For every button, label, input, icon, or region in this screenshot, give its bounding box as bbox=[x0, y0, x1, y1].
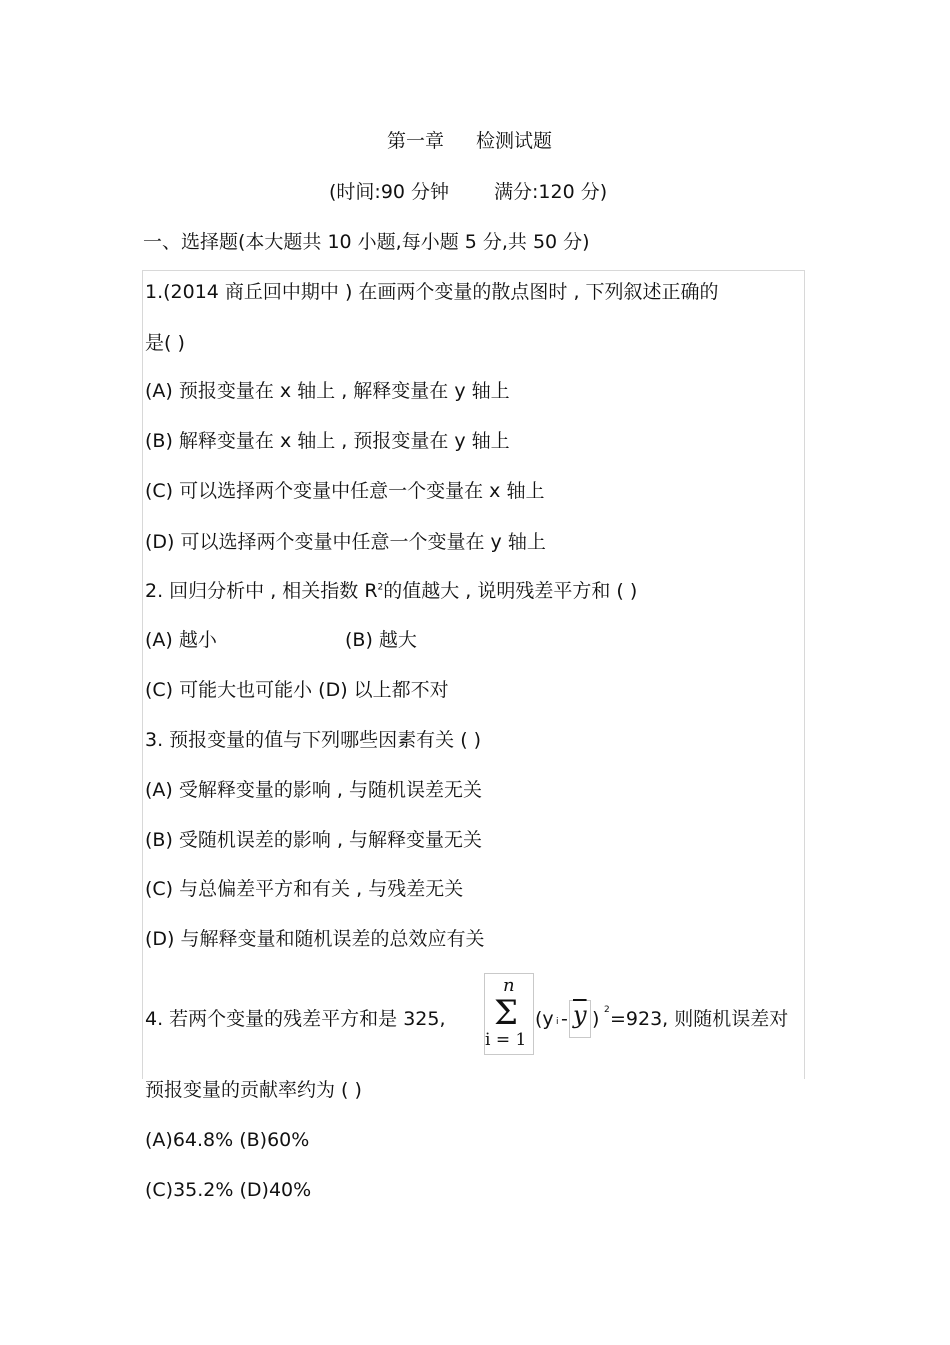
q4-subscript-i: i bbox=[556, 1017, 559, 1027]
q2-stem-sup: 2 bbox=[377, 582, 384, 593]
q1-option-b: (B) 解释变量在 x 轴上 , 预报变量在 y 轴上 bbox=[145, 430, 510, 452]
q2-option-c: (C) 可能大也可能小 (D) 以上都不对 bbox=[145, 679, 449, 701]
q4-stem-pre: 4. 若两个变量的残差平方和是 325, bbox=[145, 1008, 446, 1030]
q3-option-a: (A) 受解释变量的影响 , 与随机误差无关 bbox=[145, 779, 482, 801]
title-name: 检测试题 bbox=[476, 130, 553, 152]
q4-options-cd: (C)35.2% (D)40% bbox=[145, 1179, 312, 1201]
q2-stem-pre: 2. 回归分析中 , 相关指数 R bbox=[145, 580, 378, 602]
ybar-symbol: $\overline{y}$ bbox=[573, 1001, 587, 1029]
q4-paren-open: (y bbox=[535, 1008, 554, 1030]
sigma-symbol: Σ bbox=[494, 993, 519, 1033]
q1-stem-line2: 是( ) bbox=[145, 332, 185, 354]
time-info: (时间:90 分钟 bbox=[329, 181, 450, 203]
q4-paren-close: ) bbox=[592, 1008, 600, 1030]
title-chapter: 第一章 bbox=[387, 130, 445, 152]
q2-option-b: (B) 越大 bbox=[345, 629, 417, 651]
q4-minus: - bbox=[561, 1008, 568, 1030]
q4-stem-post: =923, 则随机误差对 bbox=[610, 1008, 789, 1030]
sigma-upper-limit: n bbox=[503, 975, 515, 996]
q3-stem: 3. 预报变量的值与下列哪些因素有关 ( ) bbox=[145, 729, 482, 751]
q3-option-d: (D) 与解释变量和随机误差的总效应有关 bbox=[145, 928, 485, 950]
section-heading: 一、选择题(本大题共 10 小题,每小题 5 分,共 50 分) bbox=[143, 231, 590, 253]
q1-option-d: (D) 可以选择两个变量中任意一个变量在 y 轴上 bbox=[145, 531, 546, 553]
q2-option-a: (A) 越小 bbox=[145, 629, 217, 651]
q4-exponent: 2 bbox=[604, 1005, 610, 1015]
q3-option-c: (C) 与总偏差平方和有关 , 与残差无关 bbox=[145, 878, 464, 900]
q1-option-a: (A) 预报变量在 x 轴上 , 解释变量在 y 轴上 bbox=[145, 380, 510, 402]
score-info: 满分:120 分) bbox=[494, 181, 608, 203]
q2-stem bbox=[145, 582, 637, 601]
q4-stem-line2: 预报变量的贡献率约为 ( ) bbox=[145, 1079, 362, 1101]
q3-option-b: (B) 受随机误差的影响 , 与解释变量无关 bbox=[145, 829, 483, 851]
q1-stem-line1: 1.(2014 商丘回中期中 ) 在画两个变量的散点图时 , 下列叙述正确的 bbox=[145, 281, 719, 303]
sigma-lower-limit: i = 1 bbox=[485, 1030, 527, 1050]
q4-options-ab: (A)64.8% (B)60% bbox=[145, 1129, 310, 1151]
q1-option-c: (C) 可以选择两个变量中任意一个变量在 x 轴上 bbox=[145, 480, 545, 502]
q2-stem-post: 的值越大 , 说明残差平方和 ( ) bbox=[383, 580, 638, 602]
